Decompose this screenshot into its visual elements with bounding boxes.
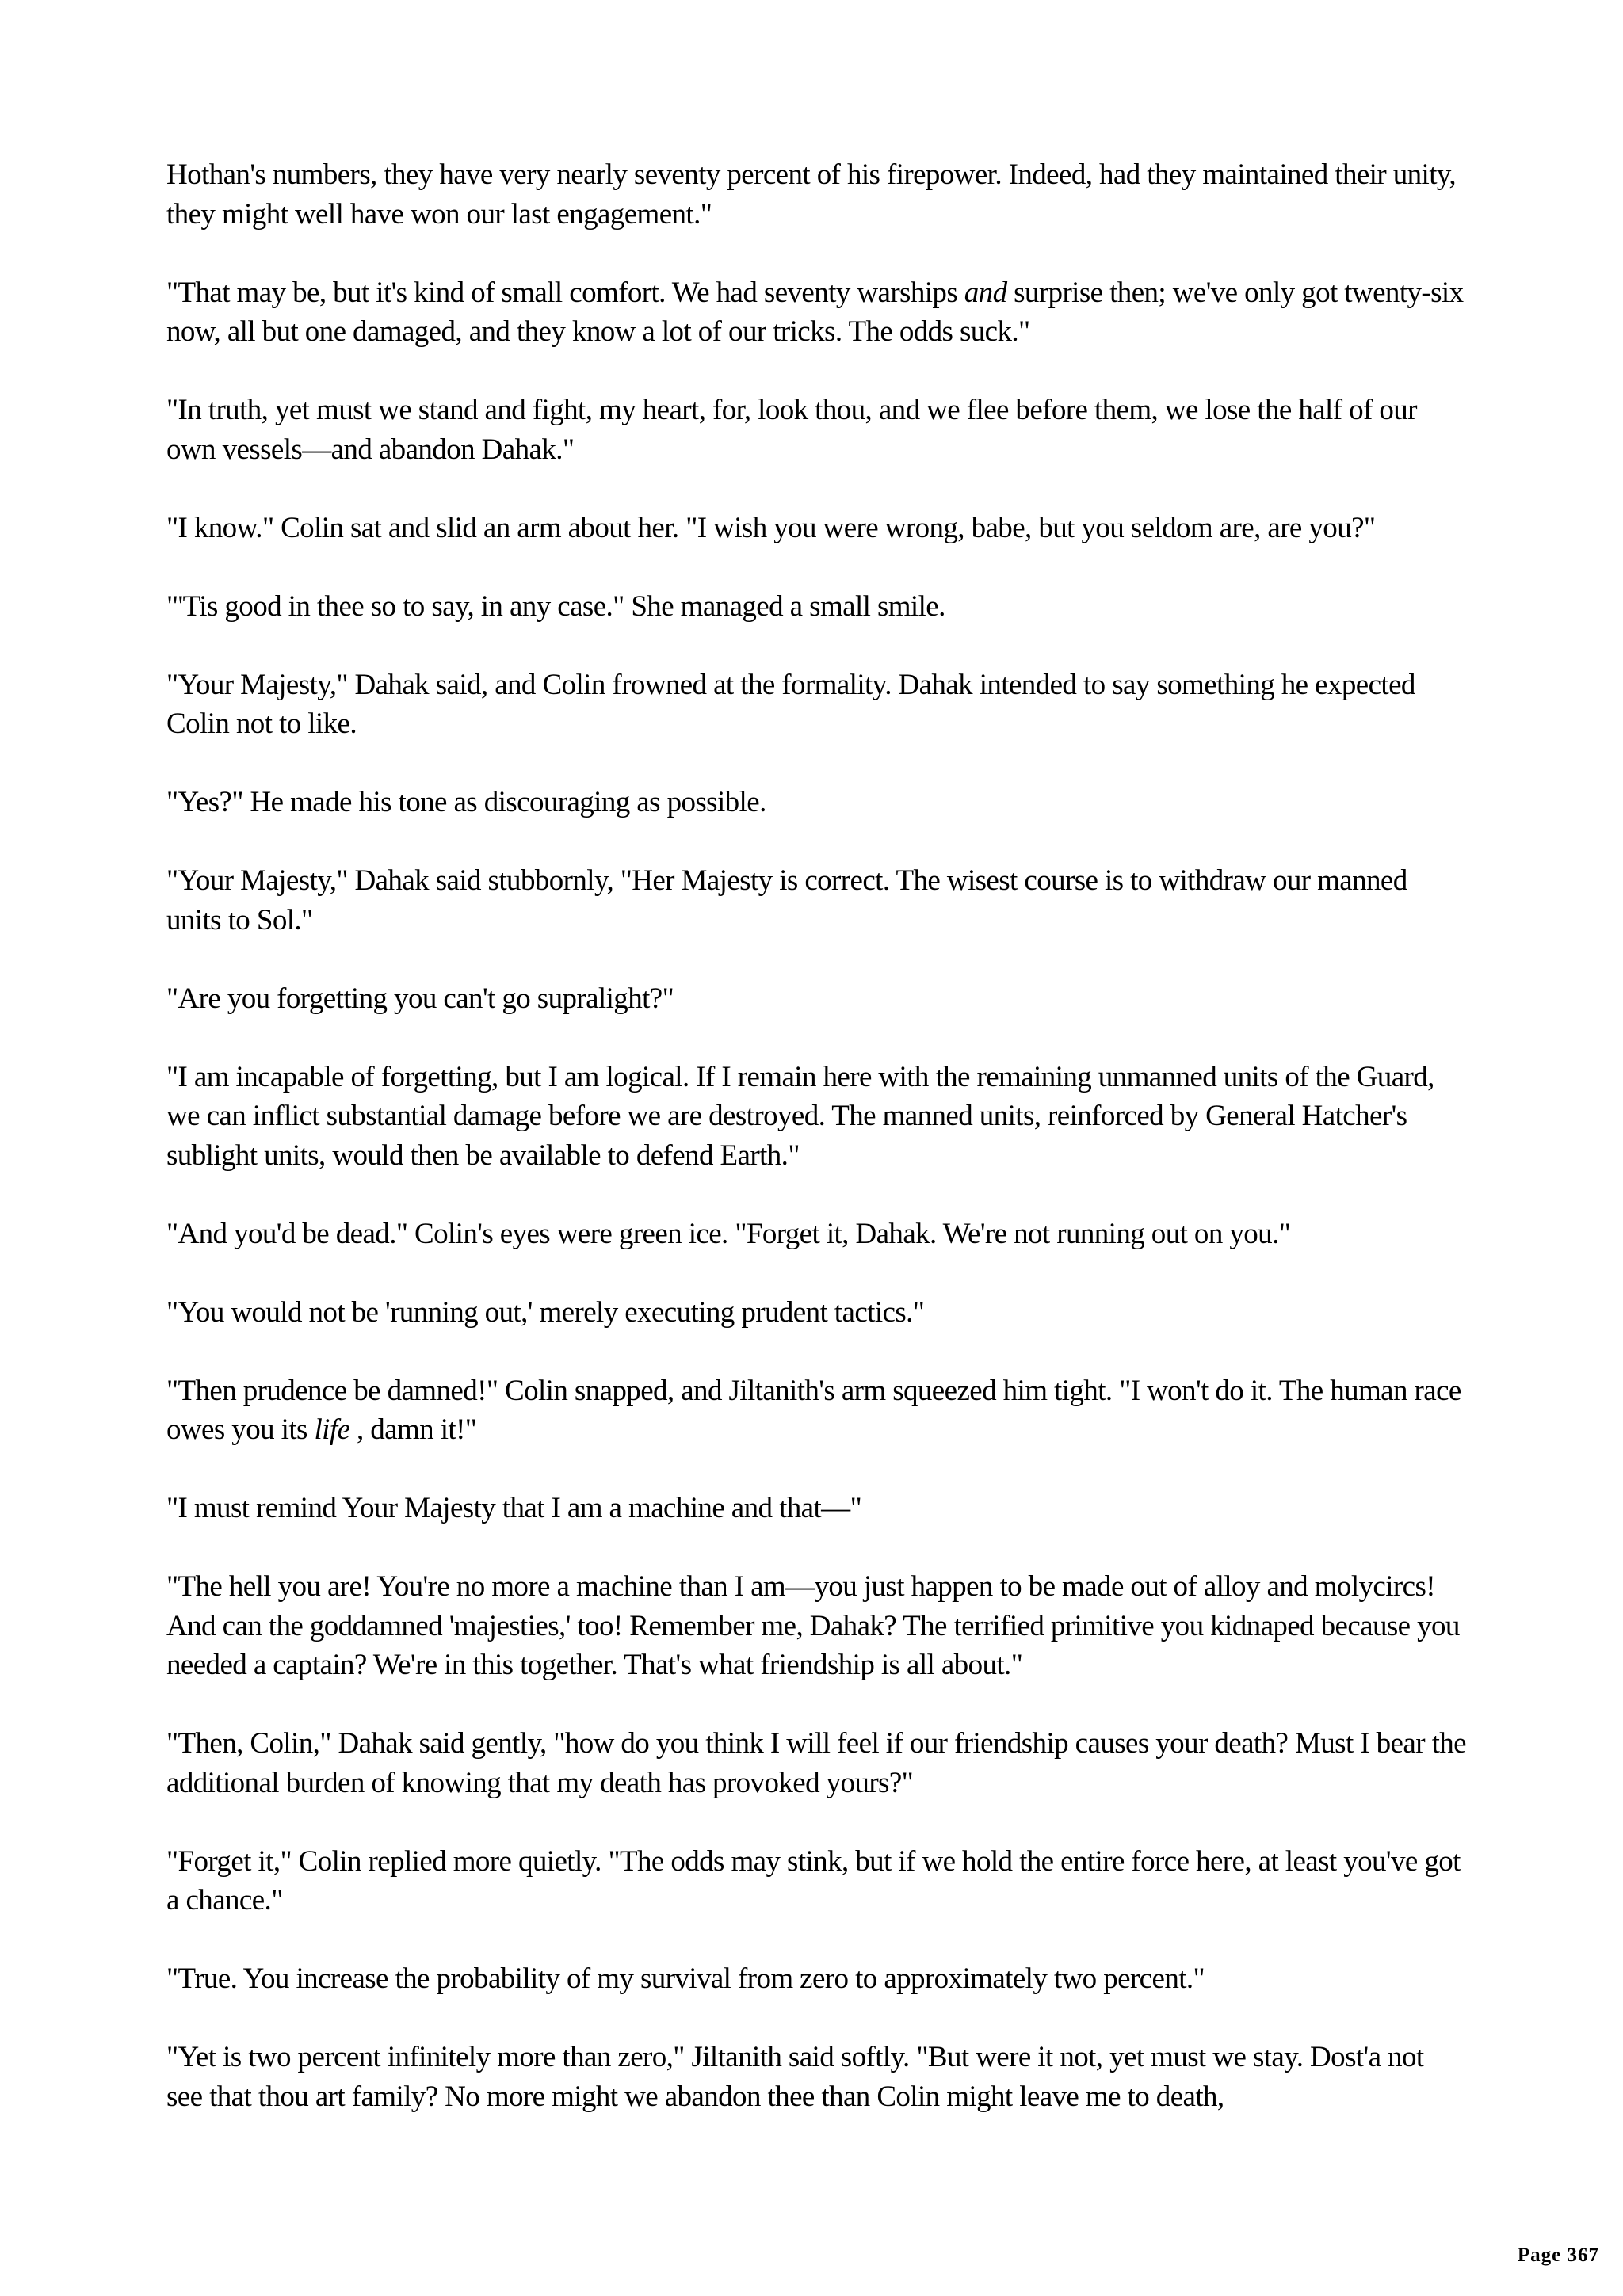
paragraph-12: "You would not be 'running out,' merely executing prudent tactics." <box>166 1295 925 1329</box>
paragraph-14: "I must remind Your Majesty that I am a machine and that—" <box>166 1492 862 1524</box>
page-body <box>166 155 1466 2156</box>
paragraph-11: "And you'd be dead." Colin's eyes were green ice. "Forget it, Dahak. We're not running out on you." <box>166 1217 1291 1250</box>
page-number: Page 367 <box>1517 2245 1599 2266</box>
paragraph-15: "The hell you are! You're no more a machine than I am—you just happen to be made out of alloy and molycircs! And can the goddamned 'majesties,' too! Remember me, Dahak? The terrified primitive you kidnaped because you needed a captain? We're in this together. That's what friendship is all about." <box>166 1570 1460 1681</box>
paragraph-8: "Your Majesty," Dahak said stubbornly, "Her Majesty is correct. The wisest course is to withdraw our manned units to Sol." <box>166 864 1407 936</box>
paragraph-13: "Then prudence be damned!" Colin snapped, and Jiltanith's arm squeezed him tight. "I won't do it. The human race owes you its life , damn it!" <box>166 1374 1461 1446</box>
paragraph-17: "Forget it," Colin replied more quietly. "The odds may stink, but if we hold the entire force here, at least you've got a chance." <box>166 1844 1461 1917</box>
paragraph-19: "Yet is two percent infinitely more than zero," Jiltanith said softly. "But were it not, yet must we stay. Dost'a not see that thou art family? No more might we abandon thee than Colin might leave me to death, <box>166 2041 1424 2113</box>
paragraph-9: "Are you forgetting you can't go supralight?" <box>166 982 674 1015</box>
paragraph-6: "Your Majesty," Dahak said, and Colin frowned at the formality. Dahak intended to say something he expected Colin not to like. <box>166 668 1415 740</box>
paragraph-3: "In truth, yet must we stand and fight, my heart, for, look thou, and we flee before them, we lose the half of our own vessels—and abandon Dahak." <box>166 394 1417 466</box>
paragraph-10: "I am incapable of forgetting, but I am logical. If I remain here with the remaining unmanned units of the Guard, we can inflict substantial damage before we are destroyed. The manned units, reinforced by General Hatcher's sublight units, would then be available to defend Earth." <box>166 1060 1434 1172</box>
paragraph-2: "That may be, but it's kind of small comfort. We had seventy warships and surprise then; we've only got twenty-six now, all but one damaged, and they know a lot of our tricks. The odds suck." <box>166 276 1464 348</box>
emphasis-text: life <box>314 1413 350 1446</box>
paragraph-1: Hothan's numbers, they have very nearly seventy percent of his firepower. Indeed, had they maintained their unity, they might well have won our last engagement." <box>166 158 1457 231</box>
paragraph-18: "True. You increase the probability of my survival from zero to approximately two percent." <box>166 1962 1205 1995</box>
emphasis-text: and <box>964 276 1007 309</box>
paragraph-5: "'Tis good in thee so to say, in any case." She managed a small smile. <box>166 589 945 623</box>
paragraph-4: "I know." Colin sat and slid an arm about her. "I wish you were wrong, babe, but you seldom are, are you?" <box>166 511 1376 544</box>
paragraph-7: "Yes?" He made his tone as discouraging as possible. <box>166 786 766 818</box>
paragraph-16: "Then, Colin," Dahak said gently, "how do you think I will feel if our friendship causes your death? Must I bear the additional burden of knowing that my death has provoked yours?" <box>166 1727 1466 1799</box>
